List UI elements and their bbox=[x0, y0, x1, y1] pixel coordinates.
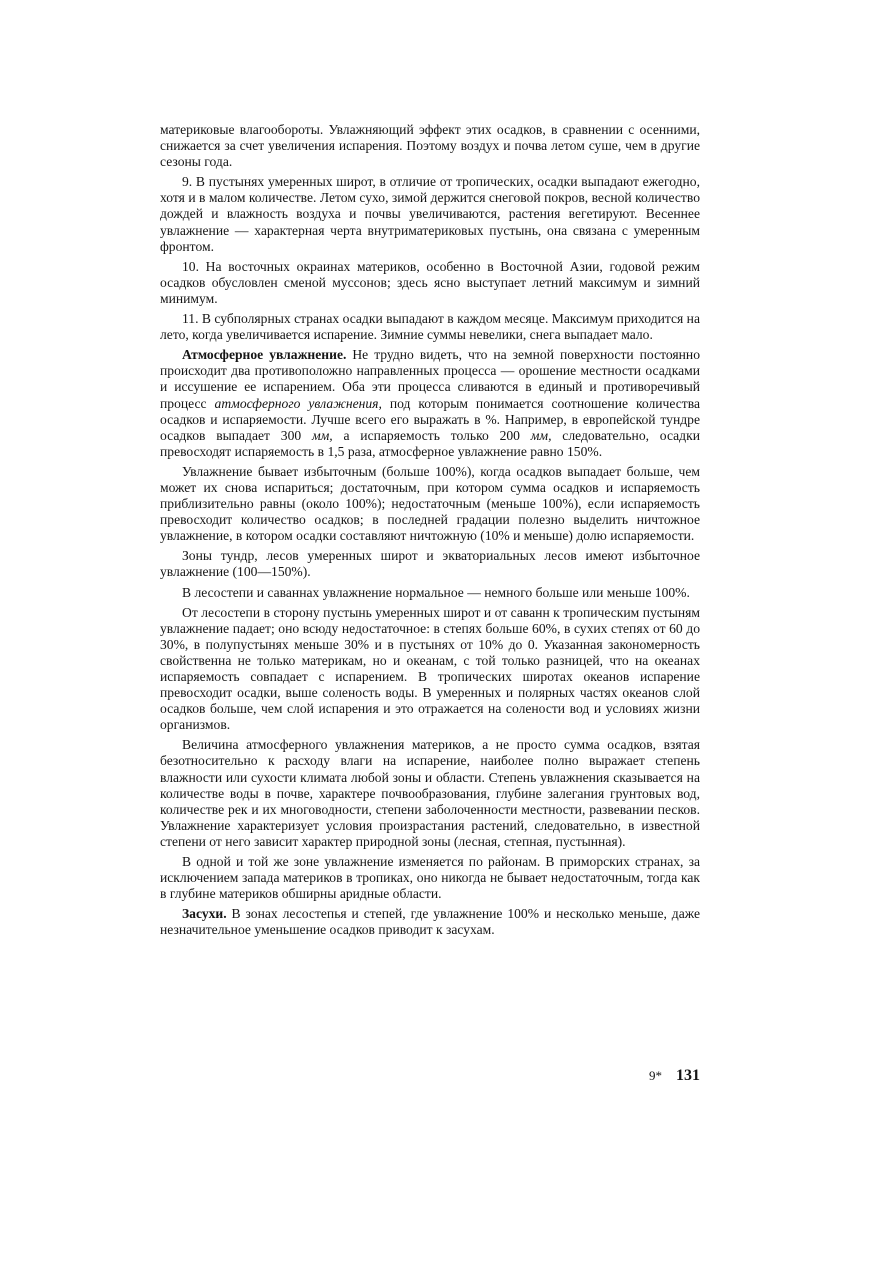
section-heading-droughts: Засухи. bbox=[182, 906, 227, 922]
unit-mm: мм, bbox=[530, 427, 552, 443]
paragraph-moisture-grades: Увлажнение бывает избыточным (больше 100%), когда осадков выпадает больше, чем может их снова испариться; достаточным, при котором сумма осадков и испаряемость приблизительно равны (около 100%); недостаточным (меньше 100%), если испаряемость превосходит количество осадков; в последней градации полезно выделить ничтожное увлажнение, в котором осадки составляют ничтожную (10% и меньше) долю испаряемости. bbox=[160, 463, 700, 544]
paragraph-insufficient-moisture: От лесостепи в сторону пустынь умеренных широт и от саванн к тропическим пустыням увлажнение падает; оно всюду недостаточное: в степях больше 60%, в сухих степях от 60 до 30%, в полупустынях меньше 30% и в пустынях от 10% до 0. Указанная закономерность свойственна не только материкам, но и океанам, с той только разницей, что на океанах испаряемость совпадает с испарением. В тропических широтах океанов испарение превосходит осадки, выше соленость воды. В умеренных и полярных частях океанов слой осадков больше, чем слой испарения и это отражается на солености вод и условиях жизни организмов. bbox=[160, 604, 700, 733]
page-text bbox=[160, 122, 700, 943]
signature-mark: 9* bbox=[649, 1068, 662, 1083]
paragraph-item-10: 10. На восточных окраинах материков, особенно в Восточной Азии, годовой режим осадков обусловлен сменой муссонов; здесь ясно выступает летний максимум и зимний минимум. bbox=[160, 258, 700, 306]
section-heading-atmospheric-moisture: Атмосферное увлажнение. bbox=[182, 347, 347, 363]
paragraph-atmospheric-moisture: Атмосферное увлажнение. Не трудно видеть, что на земной поверхности постоянно происходит два противоположно направленных процесса — орошение местности осадками и иссушение ее испарением. Оба эти процесса сливаются в единый и противоречивый процесс атмосферного увлажнения, под которым понимается соотношение количества осадков и испаряемости. Лучше всего его выражать в %. Например, в европейской тундре осадков выпадает 300 мм, а испаряемость только 200 мм, следовательно, осадки превосходят испаряемость в 1,5 раза, атмосферное увлажнение равно 150%. bbox=[160, 347, 700, 459]
paragraph-normal-moisture: В лесостепи и саваннах увлажнение нормальное — немного больше или меньше 100%. bbox=[182, 584, 690, 600]
paragraph-regional-variation: В одной и той же зоне увлажнение изменяется по районам. В приморских странах, за исключением запада материков в тропиках, оно никогда не бывает недостаточным, тогда как в глубине материков обширны аридные области. bbox=[160, 854, 700, 902]
paragraph-droughts: Засухи. В зонах лесостепья и степей, где увлажнение 100% и несколько меньше, даже незначительное уменьшение осадков приводит к засухам. bbox=[160, 906, 700, 938]
paragraph-excess-moisture: Зоны тундр, лесов умеренных широт и экваториальных лесов имеют избыточное увлажнение (100—150%). bbox=[160, 548, 700, 580]
unit-mm: мм, bbox=[311, 427, 333, 443]
page-footer bbox=[600, 1067, 700, 1085]
page-number: 131 bbox=[676, 1067, 700, 1084]
paragraph-item-11: 11. В субполярных странах осадки выпадают в каждом месяце. Максимум приходится на лето, когда увеличивается испарение. Зимние суммы невелики, снега выпадает мало. bbox=[160, 311, 700, 343]
paragraph-moisture-value: Величина атмосферного увлажнения материков, а не просто сумма осадков, взятая безотносительно к расходу влаги на испарение, наиболее полно выражает степень влажности или сухости климата любой зоны и области. Степень увлажнения сказывается на количестве воды в почве, характере почвообразования, глубине залегания грунтовых вод, количестве рек и их многоводности, степени заболоченности местности, развевании песков. Увлажнение характеризует условия произрастания растений, следовательно, в известной степени от него зависит характер природной зоны (лесная, степная, пустынная). bbox=[160, 737, 700, 849]
paragraph-continuation: материковые влагообороты. Увлажняющий эффект этих осадков, в сравнении с осенними, снижается за счет увеличения испарения. Поэтому воздух и почва летом суше, чем в другие сезоны года. bbox=[160, 122, 700, 170]
paragraph-item-9: 9. В пустынях умеренных широт, в отличие от тропических, осадки выпадают ежегодно, хотя и в малом количестве. Летом сухо, зимой держится снеговой покров, весной количество дождей и влажность воздуха и почвы увеличиваются, растения вегетируют. Весеннее увлажнение — характерная черта внутриматериковых пустынь, она связана с умеренным фронтом. bbox=[160, 174, 700, 254]
term-atmospheric-moisture: атмосферного увлажнения, bbox=[214, 395, 382, 411]
